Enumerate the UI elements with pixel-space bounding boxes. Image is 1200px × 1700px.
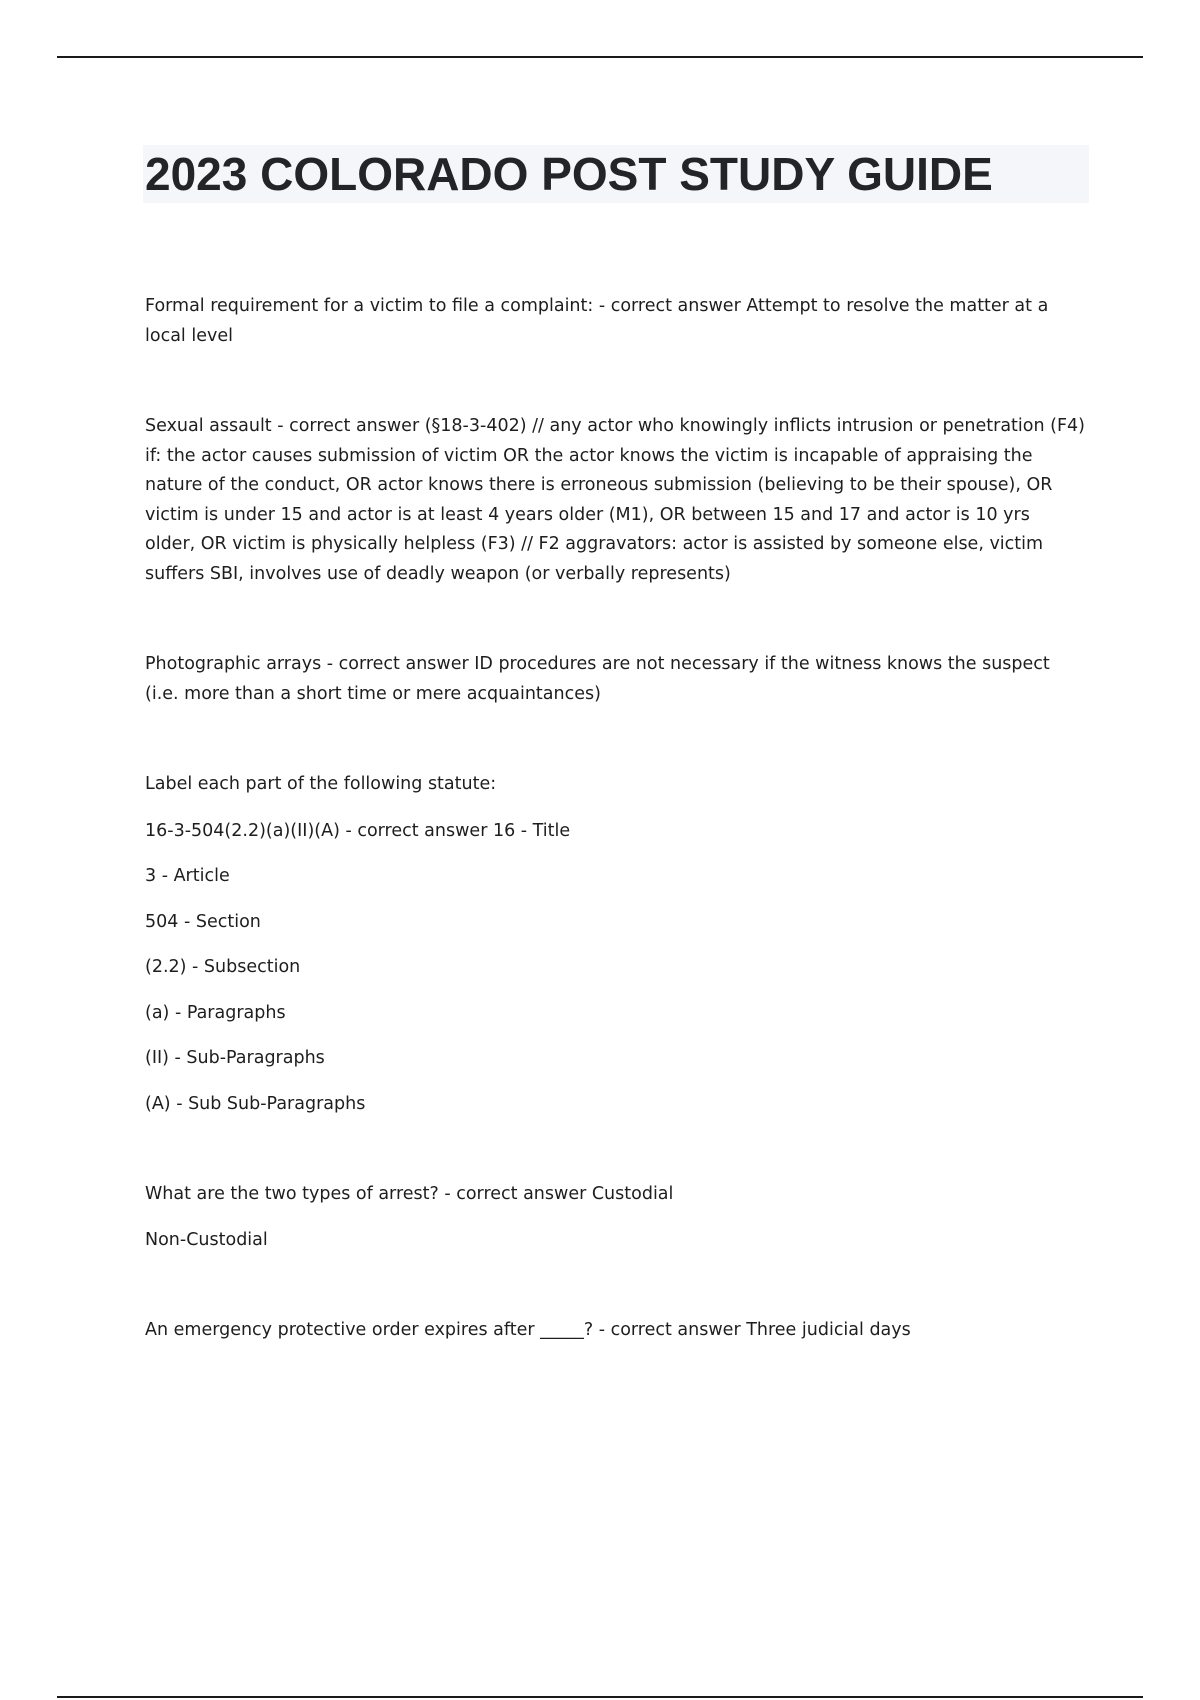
card-answer-line: (A) - Sub Sub-Paragraphs	[145, 1093, 366, 1114]
card-answer-line: 3 - Article	[145, 866, 230, 886]
card-text: Formal requirement for a victim to file a complaint: - correct answer Attempt to resolve the matter at a local level	[145, 296, 1049, 346]
bottom-rule	[57, 1696, 1143, 1698]
card-answer-line: 16-3-504(2.2)(a)(II)(A) - correct answer 16 - Title	[145, 820, 571, 841]
card-answer-line: Non-Custodial	[145, 1229, 268, 1250]
flashcard-arrest-types	[145, 1180, 1085, 1255]
study-guide-body	[145, 292, 1085, 1346]
card-text: Sexual assault - correct answer (§18-3-402) // any actor who knowingly inflicts intrusion or penetration (F4) if: the actor causes submission of victim OR the actor knows the victim is incapable of appraising the nature of the conduct, OR actor knows there is erroneous submission (believing to be their spouse), OR victim is under 15 and actor is at least 4 years older (M1), OR between 15 and 17 and actor is 10 yrs older, OR victim is physically helpless (F3) // F2 aggravators: actor is assisted by someone else, victim suffers SBI, involves use of deadly weapon (or verbally represents)	[145, 416, 1085, 584]
card-text: Photographic arrays - correct answer ID procedures are not necessary if the witness knows the suspect (i.e. more than a short time or mere acquaintances)	[145, 654, 1050, 704]
document-title: 2023 COLORADO POST STUDY GUIDE	[145, 148, 993, 200]
card-answer-line: (II) - Sub-Paragraphs	[145, 1048, 325, 1068]
card-answer-line: 504 - Section	[145, 911, 261, 932]
flashcard-complaint-requirement	[145, 292, 1085, 351]
flashcard-photographic-arrays	[145, 650, 1085, 709]
top-rule	[57, 56, 1143, 58]
card-answer-line: (a) - Paragraphs	[145, 1002, 286, 1023]
card-question: Label each part of the following statute:	[145, 774, 497, 794]
flashcard-statute-labels	[145, 770, 1085, 1119]
card-text: An emergency protective order expires after _____? - correct answer Three judicial days	[145, 1320, 911, 1340]
card-text: What are the two types of arrest? - correct answer Custodial	[145, 1184, 674, 1204]
card-answer-line: (2.2) - Subsection	[145, 957, 301, 977]
flashcard-sexual-assault	[145, 412, 1085, 589]
flashcard-protective-order	[145, 1316, 1085, 1346]
